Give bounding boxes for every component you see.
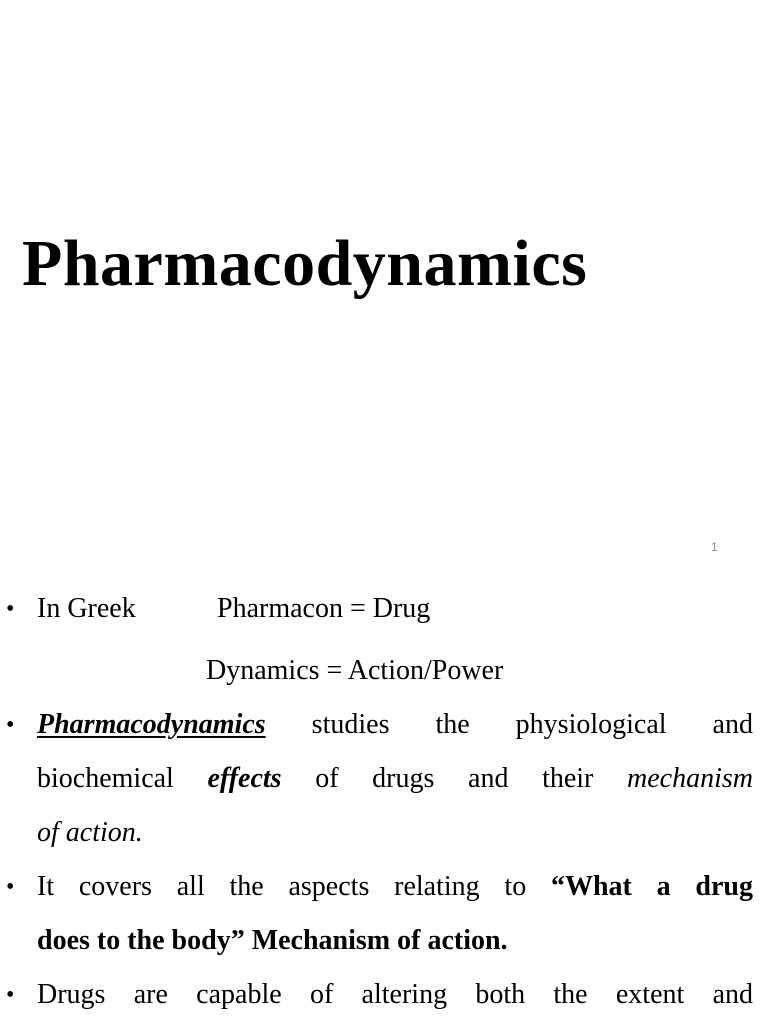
term-effects: effects: [207, 763, 282, 794]
slide-title: Pharmacodynamics: [22, 227, 588, 300]
definition-text-3: of drugs and their: [281, 763, 628, 794]
bullet-greek: •: [6, 596, 15, 622]
covers-line-2: does to the body” Mechanism of action.: [37, 925, 508, 956]
greek-pharmacon: Pharmacon = Drug: [217, 593, 431, 624]
definition-text-2: biochemical: [37, 763, 208, 794]
greek-dynamics: Dynamics = Action/Power: [206, 655, 504, 686]
definition-line-1: [37, 708, 753, 742]
page-number: 1: [711, 540, 718, 554]
definition-line-2: [37, 762, 753, 796]
definition-text-1: studies the physiological and: [265, 709, 753, 740]
covers-line-1: [37, 870, 753, 904]
drugs-line-1: Drugs are capable of altering both the extent and: [37, 979, 753, 1010]
term-pharmacodynamics: Pharmacodynamics: [37, 709, 266, 740]
bullet-covers: •: [6, 874, 15, 900]
greek-lead: In Greek: [37, 593, 136, 624]
term-mechanism: mechanism: [627, 763, 753, 794]
content-slide: [0, 570, 768, 1024]
covers-quote-1: “What a drug: [550, 871, 754, 902]
definition-line-3: [37, 816, 143, 850]
covers-text-1: It covers all the aspects relating to: [37, 871, 551, 902]
bullet-drugs: •: [6, 982, 15, 1008]
bullet-definition: •: [6, 712, 15, 738]
term-of-action: of action.: [37, 817, 143, 848]
